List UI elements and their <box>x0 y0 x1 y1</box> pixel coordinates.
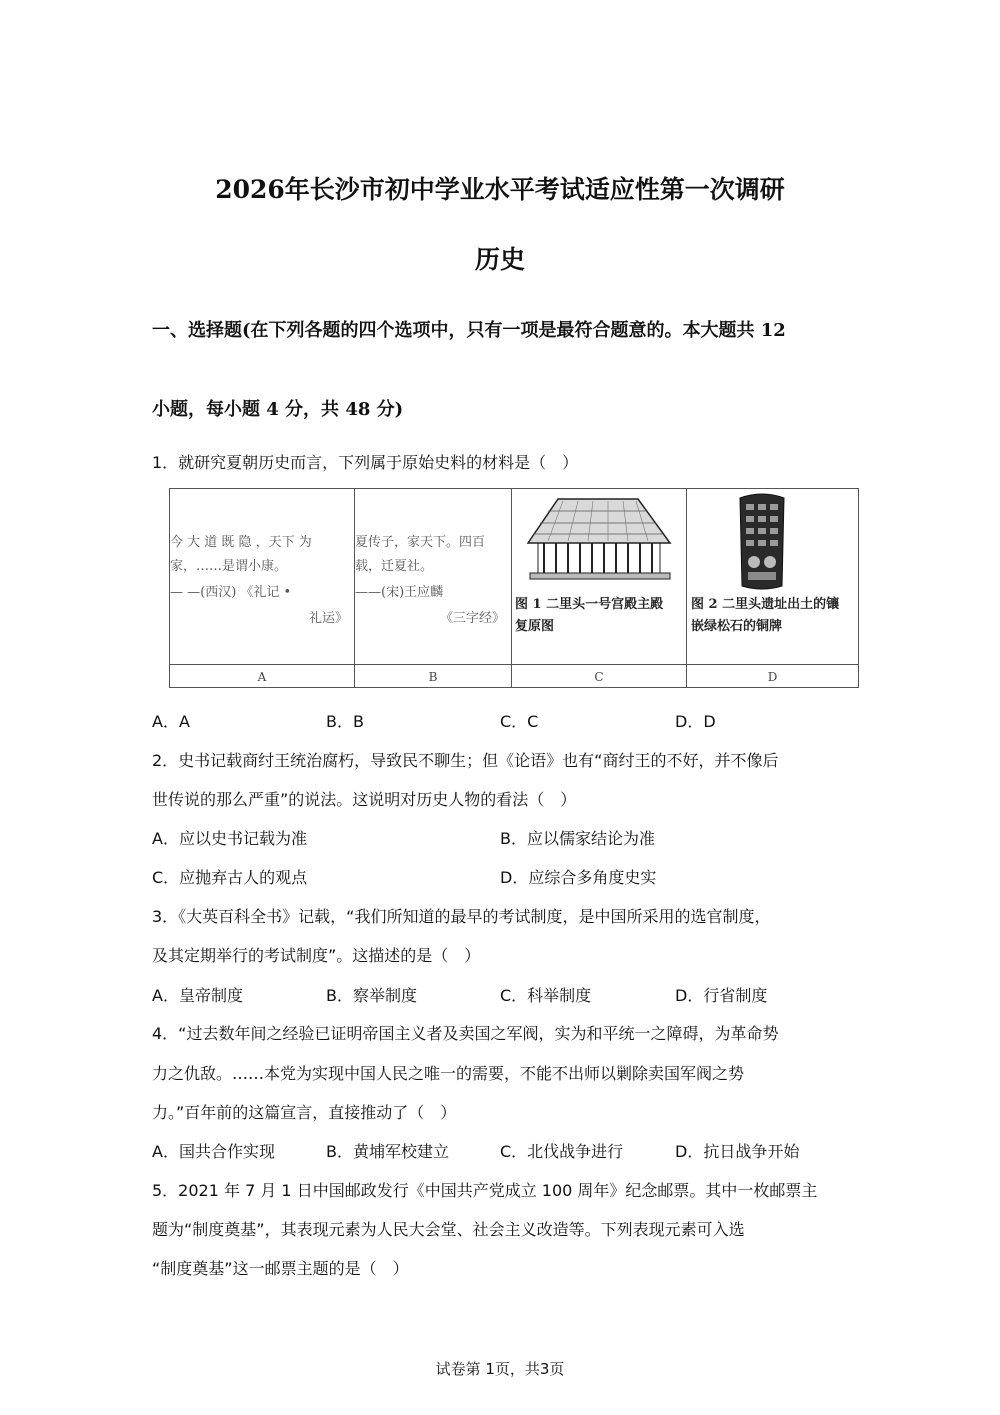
exam-title: 2026年长沙市初中学业水平考试适应性第一次调研 <box>215 175 785 204</box>
q4-stem-line2: 力之仇敌。……本党为实现中国人民之唯一的需要，不能不出师以剿除卖国军阀之势 <box>152 1064 745 1083</box>
bronze-plaque-illustration <box>732 492 792 592</box>
q2-stem-line2: 世传说的那么严重”的说法。这说明对历史人物的看法（ ） <box>152 790 577 809</box>
q1-cell-c <box>512 489 687 664</box>
q1-option-b[interactable]: B．B <box>326 712 364 731</box>
q4-stem-line3: 力。”百年前的这篇宣言，直接推动了（ ） <box>152 1103 457 1122</box>
section-heading-line2: 小题，每小题 4 分，共 48 分) <box>152 399 404 420</box>
q5-stem-line1: 5．2021 年 7 月 1 日中国邮政发行《中国共产党成立 100 周年》纪念邮票。其中一枚邮票主 <box>152 1181 818 1200</box>
cell-c-caption-2: 复原图 <box>515 619 555 634</box>
q1-cell-a <box>170 489 355 664</box>
cell-a-text-1: 今 大 道 既 隐 ，天下 为 <box>170 535 312 550</box>
q1-option-c[interactable]: C．C <box>500 712 539 731</box>
q2-option-a[interactable]: A．应以史书记载为准 <box>152 829 307 848</box>
palace-illustration <box>518 491 678 586</box>
q1-cell-d <box>687 489 860 664</box>
q2-option-c[interactable]: C．应抛弃古人的观点 <box>152 868 308 887</box>
q4-option-a[interactable]: A．国共合作实现 <box>152 1142 275 1161</box>
cell-label-a: A <box>170 664 355 688</box>
cell-d-caption-2: 嵌绿松石的铜牌 <box>691 619 783 634</box>
q3-option-d[interactable]: D．行省制度 <box>675 986 768 1005</box>
section-heading-line1: 一、选择题(在下列各题的四个选项中，只有一项是最符合题意的。本大题共 12 <box>152 320 786 341</box>
cell-b-text-4: 《三字经》 <box>439 611 505 626</box>
cell-a-text-3: — —(西汉) 《礼记 • <box>170 585 292 600</box>
page-footer: 试卷第 1页，共3页 <box>435 1360 565 1378</box>
q1-stem: 1．就研究夏朝历史而言，下列属于原始史料的材料是（ ） <box>152 453 579 472</box>
q3-option-b[interactable]: B．察举制度 <box>326 986 417 1005</box>
q1-material-table <box>169 488 859 688</box>
cell-d-caption-1: 图 2 二里头遗址出土的镶 <box>691 597 840 612</box>
q4-option-c[interactable]: C．北伐战争进行 <box>500 1142 624 1161</box>
cell-b-text-2: 载，迁夏社。 <box>355 559 434 574</box>
q3-stem-line2: 及其定期举行的考试制度”。这描述的是（ ） <box>152 946 481 965</box>
cell-c-caption-1: 图 1 二里头一号宫殿主殿 <box>515 597 664 612</box>
cell-b-text-3: ——(宋)王应麟 <box>355 585 444 600</box>
q4-option-b[interactable]: B．黄埔军校建立 <box>326 1142 449 1161</box>
q3-option-a[interactable]: A．皇帝制度 <box>152 986 243 1005</box>
q2-option-b[interactable]: B．应以儒家结论为准 <box>500 829 655 848</box>
q2-option-d[interactable]: D．应综合多角度史实 <box>500 868 657 887</box>
q4-stem-line1: 4．“过去数年间之经验已证明帝国主义者及卖国之军阀，实为和平统一之障碍，为革命势 <box>152 1024 779 1043</box>
q2-stem-line1: 2．史书记载商纣王统治腐朽，导致民不聊生；但《论语》也有“商纣王的不好，并不像后 <box>152 751 779 770</box>
q3-option-c[interactable]: C．科举制度 <box>500 986 592 1005</box>
cell-a-text-2: 家，……是谓小康。 <box>170 559 288 574</box>
cell-label-d: D <box>687 664 858 688</box>
q1-option-d[interactable]: D．D <box>675 712 716 731</box>
cell-label-c: C <box>512 664 687 688</box>
q3-stem-line1: 3．《大英百科全书》记载，“我们所知道的最早的考试制度，是中国所采用的选官制度， <box>152 907 771 926</box>
cell-label-b: B <box>355 664 512 688</box>
cell-a-text-4: 礼运》 <box>308 611 348 626</box>
cell-b-text-1: 夏传子，家天下。四百 <box>355 535 486 550</box>
q4-option-d[interactable]: D．抗日战争开始 <box>675 1142 800 1161</box>
q1-option-a[interactable]: A．A <box>152 712 190 731</box>
q5-stem-line2: 题为“制度奠基”，其表现元素为人民大会堂、社会主义改造等。下列表现元素可入选 <box>152 1220 745 1239</box>
q1-cell-b <box>355 489 512 664</box>
q5-stem-line3: “制度奠基”这一邮票主题的是（ ） <box>152 1259 409 1278</box>
subject-title: 历史 <box>474 245 525 274</box>
